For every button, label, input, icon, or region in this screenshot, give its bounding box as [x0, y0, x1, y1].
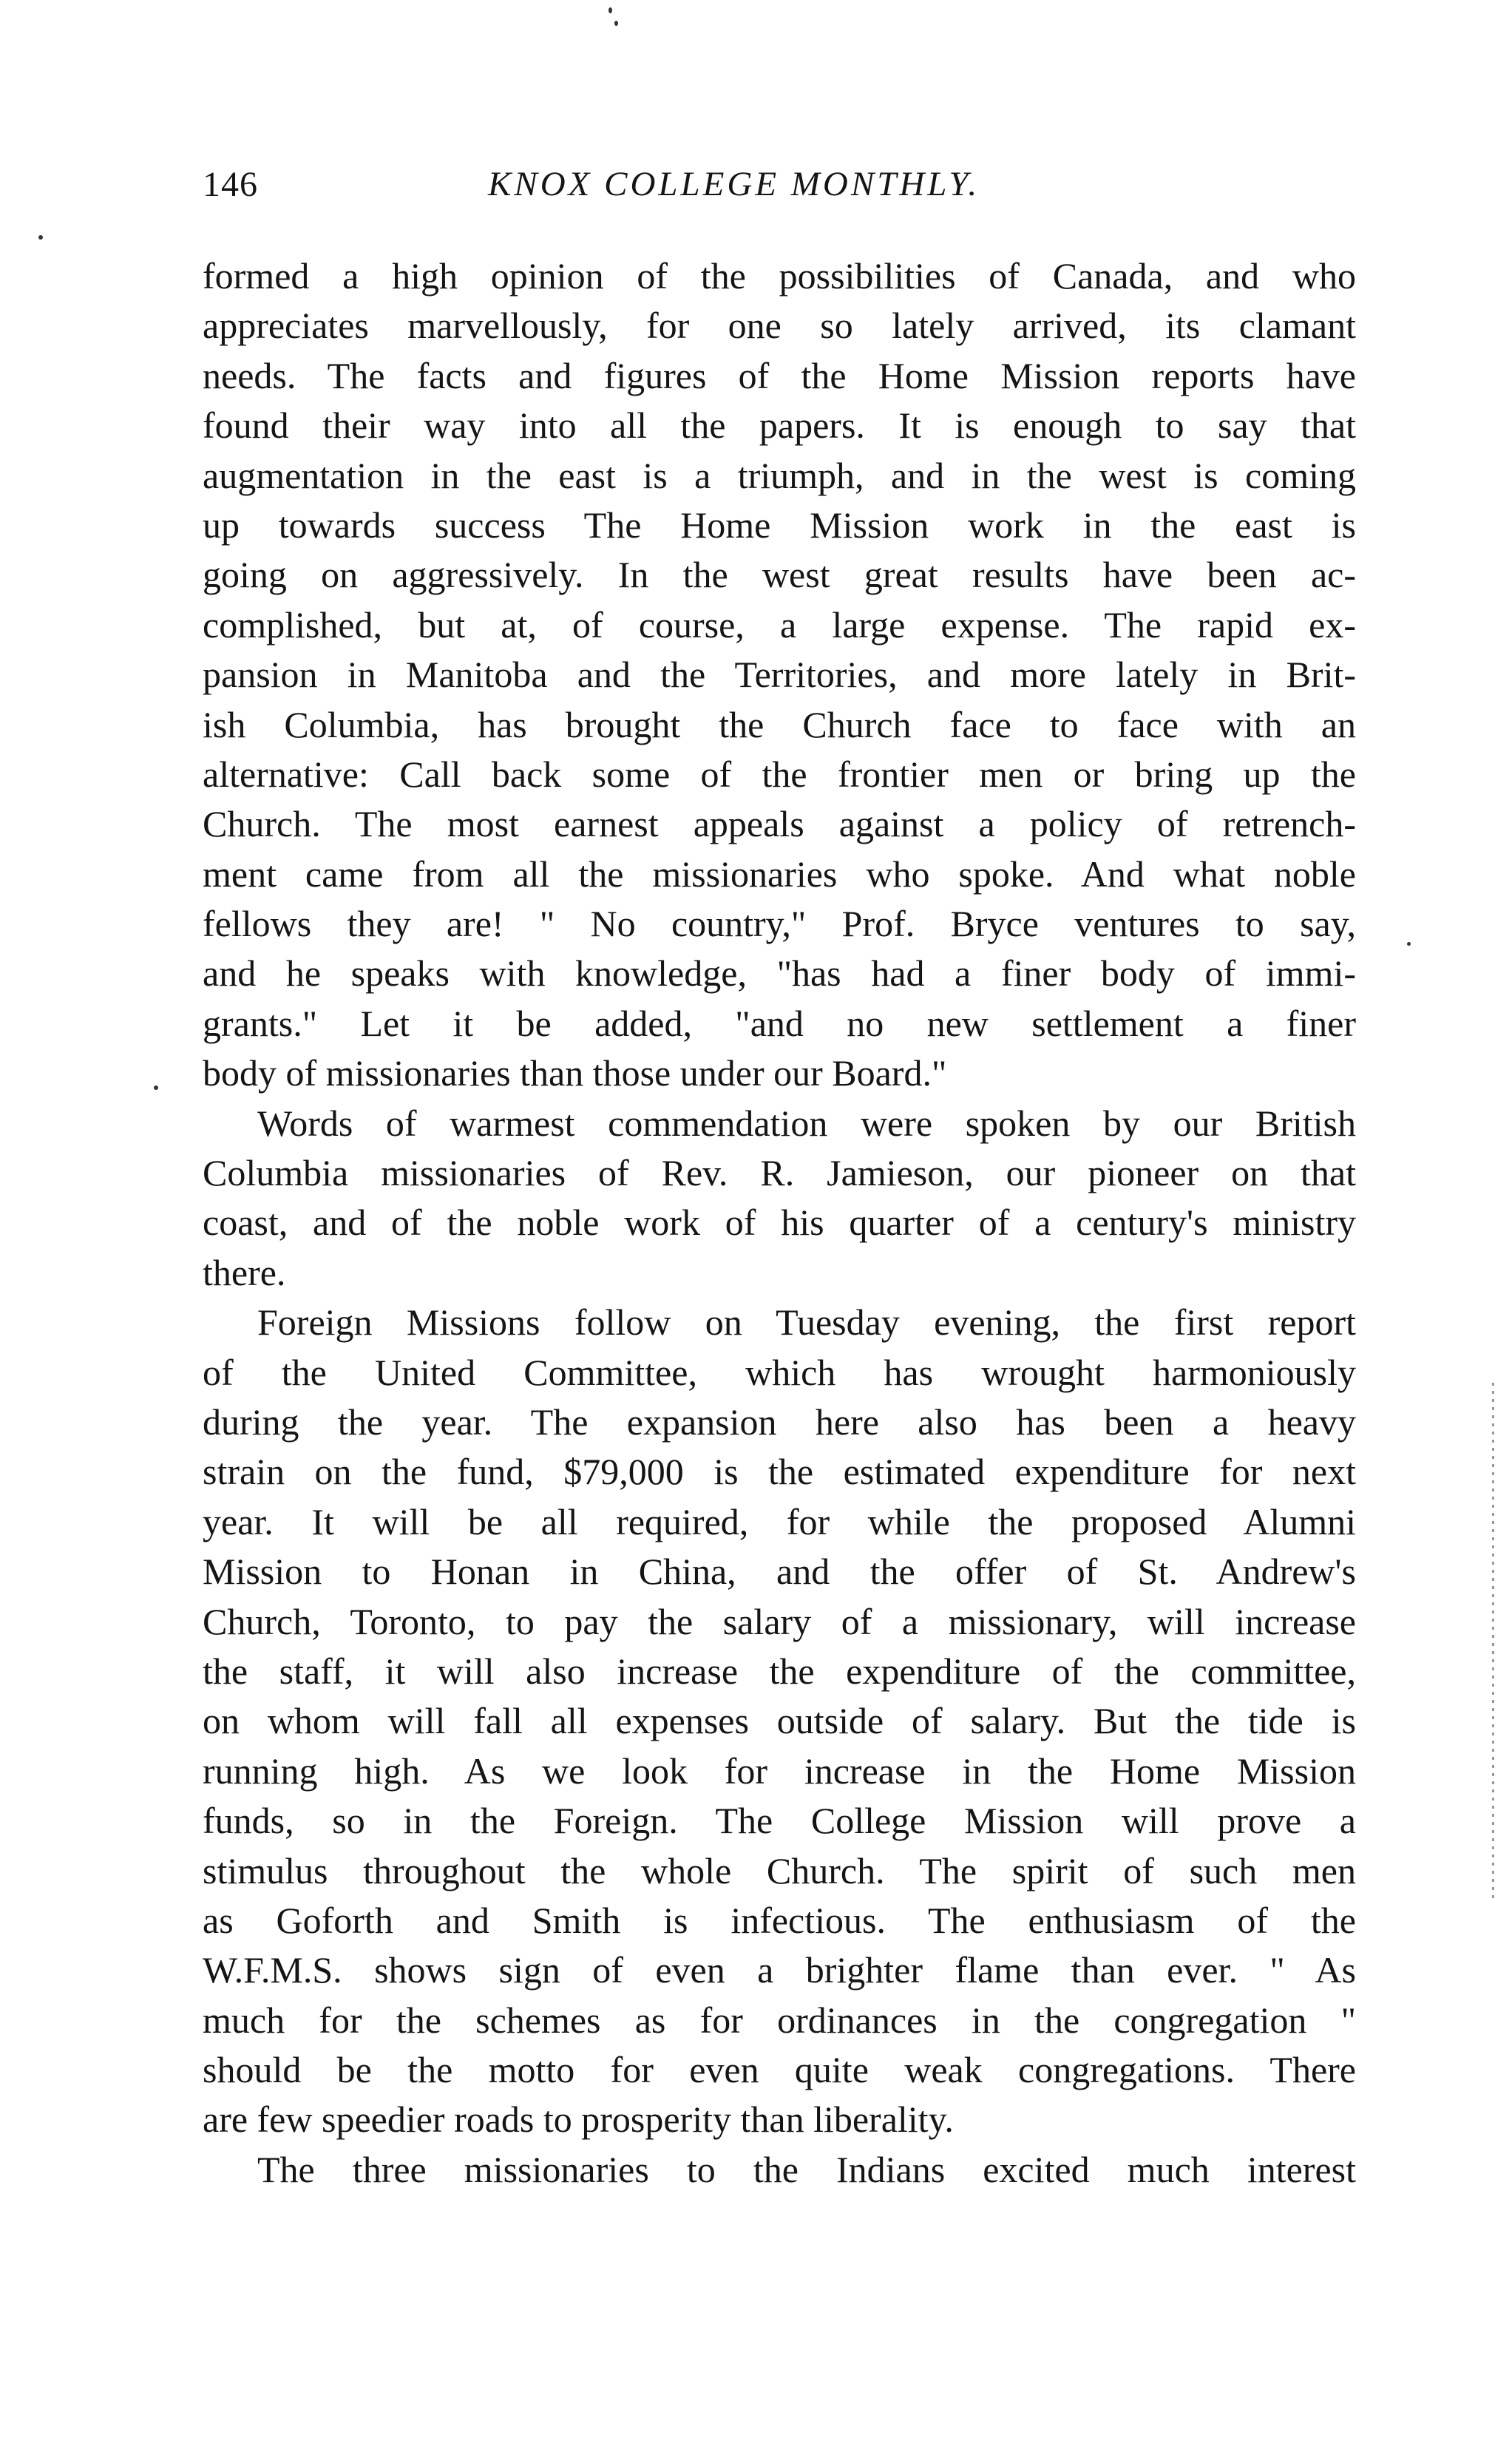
text-line: on whom will fall all expenses outside of salary. But the tide is	[203, 1700, 1356, 1742]
scan-edge-marks	[1492, 1383, 1494, 1900]
print-speck	[608, 7, 612, 13]
text-line: Church, Toronto, to pay the salary of a missionary, will increase	[203, 1600, 1356, 1642]
text-line: stimulus throughout the whole Church. The spirit of such men	[203, 1849, 1356, 1891]
text-line: of the United Committee, which has wrought harmoniously	[203, 1351, 1356, 1393]
text-line: found their way into all the papers. It is enough to say that	[203, 404, 1356, 447]
text-line: complished, but at, of course, a large expense. The rapid ex-	[203, 603, 1356, 646]
text-line: ish Columbia, has brought the Church face to face with an	[203, 703, 1356, 745]
text-line: grants." Let it be added, "and no new settlement a finer	[203, 1002, 1356, 1044]
text-line: the staff, it will also increase the expenditure of the committee,	[203, 1650, 1356, 1692]
text-line: strain on the fund, $79,000 is the estimated expenditure for next	[203, 1451, 1356, 1493]
print-speck	[614, 21, 618, 26]
text-line: formed a high opinion of the possibilities of Canada, and who	[203, 255, 1356, 297]
text-line: and he speaks with knowledge, "has had a finer body of immi-	[203, 952, 1356, 995]
text-line: Foreign Missions follow on Tuesday evening, the first report	[257, 1301, 1356, 1344]
journal-title: KNOX COLLEGE MONTHLY.	[488, 165, 980, 203]
text-line: augmentation in the east is a triumph, and in the west is coming	[203, 454, 1356, 496]
text-line: should be the motto for even quite weak congregations. There	[203, 2049, 1356, 2091]
text-line: during the year. The expansion here also has been a heavy	[203, 1400, 1356, 1443]
text-line: much for the schemes as for ordinances in the congregation "	[203, 1999, 1356, 2041]
text-line: going on aggressively. In the west great results have been ac-	[203, 554, 1356, 596]
text-line: coast, and of the noble work of his quarter of a century's ministry	[203, 1202, 1356, 1244]
text-line: as Goforth and Smith is infectious. The enthusiasm of the	[203, 1899, 1356, 1941]
text-line: running high. As we look for increase in the Home Mission	[203, 1749, 1356, 1792]
text-line: up towards success The Home Mission work in the east is	[203, 504, 1356, 546]
text-line: W.F.M.S. shows sign of even a brighter flame than ever. " As	[203, 1949, 1356, 1991]
text-line: year. It will be all required, for while the proposed Alumni	[203, 1500, 1356, 1542]
text-line: Columbia missionaries of Rev. R. Jamieson, our pioneer on that	[203, 1152, 1356, 1194]
text-line: funds, so in the Foreign. The College Mission will prove a	[203, 1800, 1356, 1842]
text-line: there.	[203, 1251, 286, 1293]
running-head	[203, 164, 1356, 216]
text-line: Church. The most earnest appeals against a policy of retrench-	[203, 803, 1356, 845]
body-text	[203, 251, 1356, 2195]
text-line: are few speedier roads to prosperity than liberality.	[203, 2099, 954, 2141]
print-speck	[154, 1085, 158, 1090]
page-number: 146	[203, 165, 258, 204]
print-speck	[38, 235, 43, 240]
text-line: Mission to Honan in China, and the offer of St. Andrew's	[203, 1551, 1356, 1593]
text-line: body of missionaries than those under our Board."	[203, 1052, 947, 1094]
text-line: pansion in Manitoba and the Territories, and more lately in Brit-	[203, 654, 1356, 696]
text-line: alternative: Call back some of the frontier men or bring up the	[203, 753, 1356, 795]
text-line: appreciates marvellously, for one so lately arrived, its clamant	[203, 305, 1356, 347]
text-line: fellows they are! " No country," Prof. Bryce ventures to say,	[203, 903, 1356, 945]
text-line: needs. The facts and figures of the Home Mission reports have	[203, 354, 1356, 396]
text-line: ment came from all the missionaries who spoke. And what noble	[203, 853, 1356, 895]
print-speck	[1407, 942, 1411, 946]
text-line: Words of warmest commendation were spoken by our British	[257, 1102, 1356, 1144]
text-line: The three missionaries to the Indians excited much interest	[257, 2148, 1356, 2190]
